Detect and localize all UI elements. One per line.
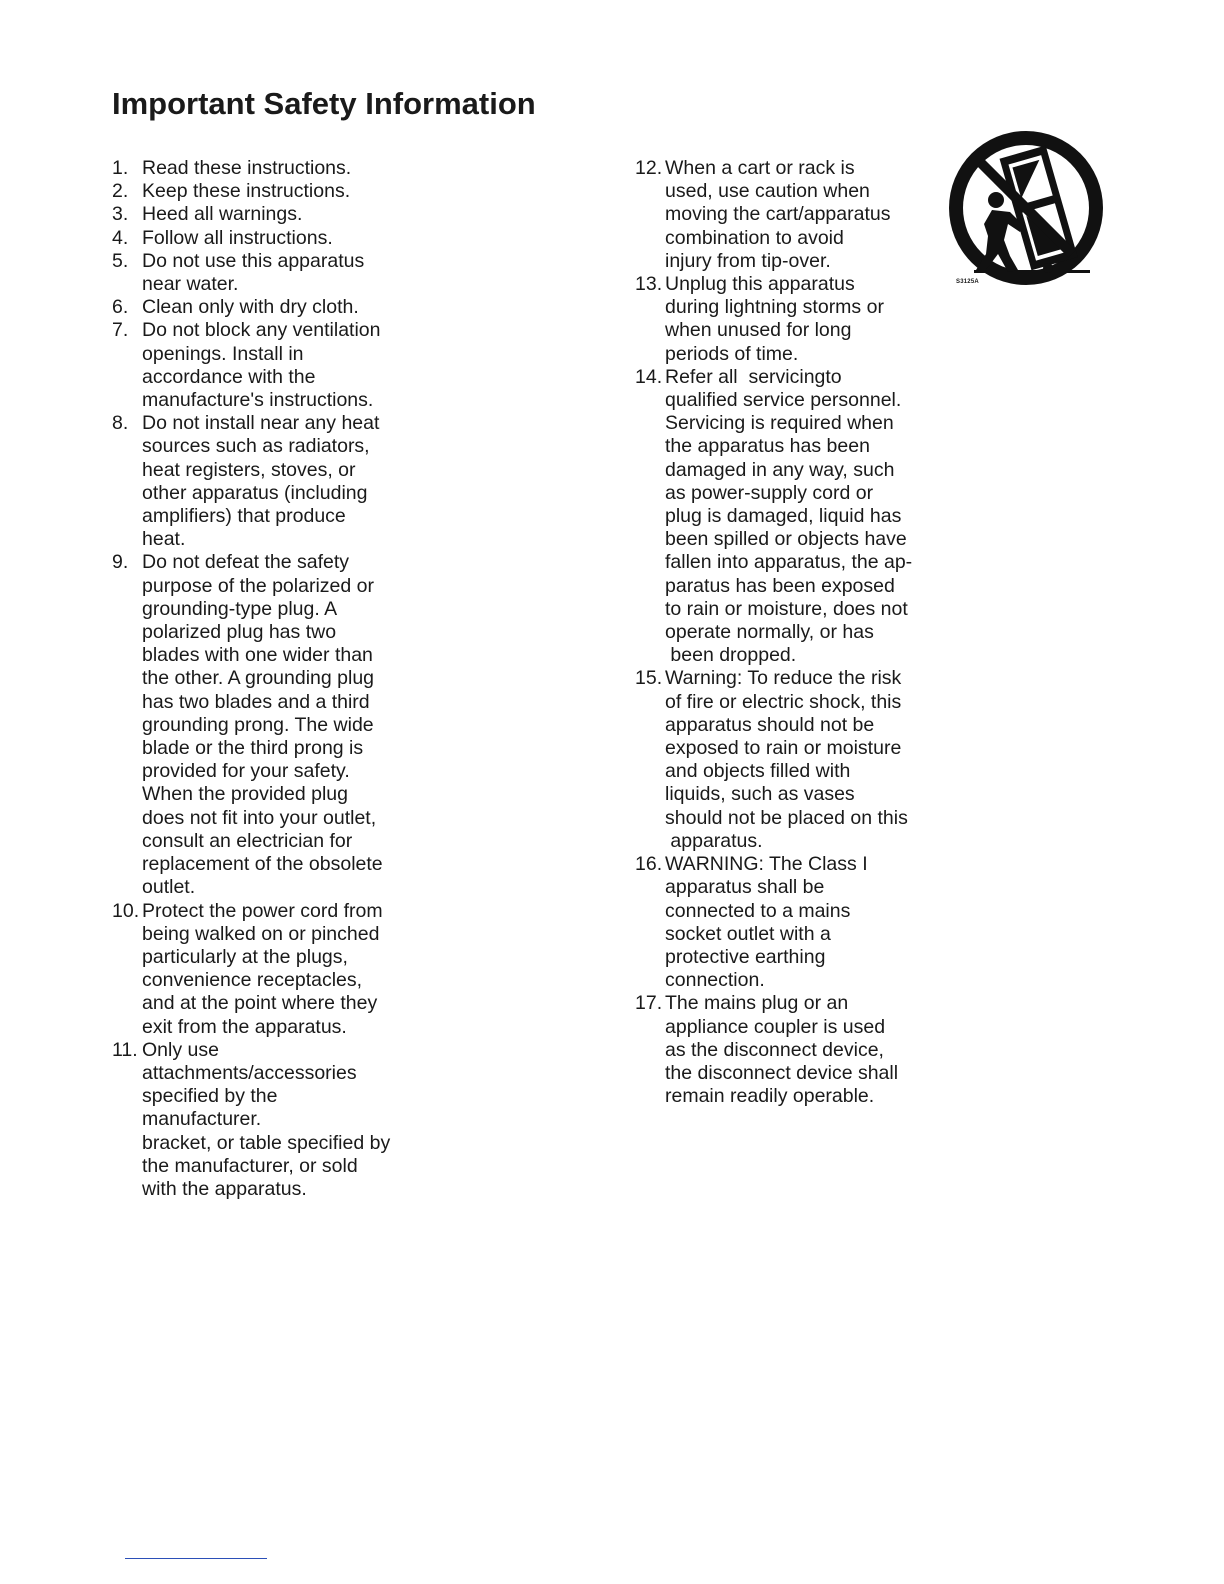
item-line: been dropped. bbox=[665, 644, 797, 667]
item-line: Do not block any ventilation bbox=[142, 319, 381, 342]
item-line: exposed to rain or moisture bbox=[665, 737, 902, 760]
list-item bbox=[112, 250, 432, 296]
item-line: paratus has been exposed bbox=[665, 574, 895, 597]
item-line: combination to avoid bbox=[665, 226, 844, 249]
item-number: 15. bbox=[635, 667, 663, 690]
item-line: connection. bbox=[665, 969, 765, 992]
list-item bbox=[112, 203, 432, 226]
item-text bbox=[142, 551, 432, 899]
item-line: bracket, or table specified by bbox=[142, 1131, 391, 1154]
item-line: blades with one wider than bbox=[142, 644, 373, 667]
left-column bbox=[112, 157, 432, 1201]
item-line: during lightning storms or bbox=[665, 296, 884, 319]
item-line: and objects filled with bbox=[665, 760, 851, 783]
item-line: Refer all servicingto bbox=[665, 365, 842, 388]
item-line: Do not use this apparatus bbox=[142, 249, 365, 272]
list-item bbox=[112, 319, 432, 412]
item-line: Follow all instructions. bbox=[142, 226, 333, 249]
list-item bbox=[635, 366, 945, 668]
item-line: blade or the third prong is bbox=[142, 737, 364, 760]
list-item bbox=[112, 551, 432, 899]
item-number: 1. bbox=[112, 157, 129, 179]
item-line: when unused for long bbox=[665, 319, 852, 342]
item-line: convenience receptacles, bbox=[142, 969, 363, 992]
item-number: 4. bbox=[112, 226, 129, 249]
item-line: used, use caution when bbox=[665, 180, 870, 203]
item-text bbox=[142, 157, 432, 180]
list-item bbox=[635, 667, 945, 853]
list-item bbox=[112, 227, 432, 250]
item-text bbox=[142, 1039, 432, 1201]
list-item bbox=[635, 853, 945, 992]
item-line: near water. bbox=[142, 273, 239, 296]
item-line: apparatus shall be bbox=[665, 876, 825, 899]
item-line: Only use bbox=[142, 1038, 219, 1061]
footer-rule bbox=[125, 1558, 267, 1559]
item-number: 3. bbox=[112, 203, 129, 226]
item-line: grounding prong. The wide bbox=[142, 713, 374, 736]
item-line: provided for your safety. bbox=[142, 760, 350, 783]
item-line: the apparatus has been bbox=[665, 435, 870, 458]
item-number: 12. bbox=[635, 157, 663, 179]
item-text bbox=[142, 203, 432, 226]
item-line: been spilled or objects have bbox=[665, 528, 907, 551]
item-number: 6. bbox=[112, 296, 129, 319]
item-line: injury from tip-over. bbox=[665, 249, 831, 272]
item-line: replacement of the obsolete bbox=[142, 853, 383, 876]
item-line: of fire or electric shock, this bbox=[665, 690, 902, 713]
item-line: openings. Install in bbox=[142, 342, 304, 365]
item-line: polarized plug has two bbox=[142, 621, 337, 644]
item-line: When the provided plug bbox=[142, 783, 348, 806]
item-line: protective earthing bbox=[665, 945, 826, 968]
item-line: the manufacturer, or sold bbox=[142, 1154, 358, 1177]
item-line: Unplug this apparatus bbox=[665, 273, 855, 296]
item-line: liquids, such as vases bbox=[665, 783, 855, 806]
item-line: WARNING: The Class I bbox=[665, 853, 868, 876]
item-text bbox=[142, 412, 432, 551]
item-line: periods of time. bbox=[665, 342, 799, 365]
item-line: When a cart or rack is bbox=[665, 157, 855, 179]
item-line: purpose of the polarized or bbox=[142, 574, 374, 597]
item-line: Clean only with dry cloth. bbox=[142, 296, 359, 319]
item-line: connected to a mains bbox=[665, 899, 851, 922]
item-line: Do not install near any heat bbox=[142, 412, 380, 435]
item-line: Heed all warnings. bbox=[142, 203, 303, 226]
item-line: plug is damaged, liquid has bbox=[665, 505, 902, 528]
item-line: outlet. bbox=[142, 876, 196, 899]
item-line: Keep these instructions. bbox=[142, 180, 351, 203]
item-line: apparatus. bbox=[665, 829, 763, 852]
item-line: attachments/accessories bbox=[142, 1061, 357, 1084]
item-line: fallen into apparatus, the ap- bbox=[665, 551, 913, 574]
item-line: exit from the apparatus. bbox=[142, 1015, 347, 1038]
item-line: apparatus should not be bbox=[665, 713, 875, 736]
item-line: amplifiers) that produce bbox=[142, 505, 346, 528]
item-line: as the disconnect device, bbox=[665, 1038, 884, 1061]
item-text bbox=[665, 667, 945, 853]
item-number: 11. bbox=[112, 1038, 138, 1061]
list-item bbox=[112, 1039, 432, 1201]
item-line: manufacturer. bbox=[142, 1108, 262, 1131]
item-line: to rain or moisture, does not bbox=[665, 597, 908, 620]
item-line: socket outlet with a bbox=[665, 922, 831, 945]
item-line: and at the point where they bbox=[142, 992, 378, 1015]
list-item bbox=[635, 273, 945, 366]
item-line: does not fit into your outlet, bbox=[142, 806, 377, 829]
item-number: 7. bbox=[112, 319, 129, 342]
item-text bbox=[142, 319, 432, 412]
item-line: with the apparatus. bbox=[142, 1177, 307, 1200]
item-line: has two blades and a third bbox=[142, 690, 370, 713]
item-line: particularly at the plugs, bbox=[142, 945, 348, 968]
item-number: 5. bbox=[112, 249, 129, 272]
item-line: sources such as radiators, bbox=[142, 435, 370, 458]
cart-tip-over-warning-icon bbox=[944, 128, 1104, 294]
item-line: accordance with the bbox=[142, 365, 316, 388]
page-title: Important Safety Information bbox=[112, 86, 536, 121]
item-line: being walked on or pinched bbox=[142, 922, 380, 945]
item-line: The mains plug or an bbox=[665, 992, 849, 1015]
item-text bbox=[665, 853, 945, 992]
item-line: Read these instructions. bbox=[142, 157, 352, 179]
list-item bbox=[112, 180, 432, 203]
item-text bbox=[142, 227, 432, 250]
item-line: as power-supply cord or bbox=[665, 481, 874, 504]
item-text bbox=[142, 180, 432, 203]
list-item bbox=[635, 992, 945, 1108]
item-line: Servicing is required when bbox=[665, 412, 894, 435]
item-text bbox=[142, 296, 432, 319]
item-number: 14. bbox=[635, 365, 663, 388]
item-text bbox=[665, 273, 945, 366]
item-line: manufacture's instructions. bbox=[142, 389, 374, 412]
list-item bbox=[112, 296, 432, 319]
item-line: specified by the bbox=[142, 1085, 278, 1108]
list-item bbox=[112, 157, 432, 180]
item-number: 8. bbox=[112, 412, 129, 435]
item-line: operate normally, or has bbox=[665, 621, 874, 644]
item-line: heat registers, stoves, or bbox=[142, 458, 356, 481]
item-line: the other. A grounding plug bbox=[142, 667, 375, 690]
item-number: 16. bbox=[635, 853, 663, 876]
item-number: 9. bbox=[112, 551, 129, 574]
item-line: qualified service personnel. bbox=[665, 389, 902, 412]
item-line: appliance coupler is used bbox=[665, 1015, 886, 1038]
item-text bbox=[142, 250, 432, 296]
list-item bbox=[112, 412, 432, 551]
item-line: the disconnect device shall bbox=[665, 1061, 899, 1084]
item-line: should not be placed on this bbox=[665, 806, 908, 829]
item-line: Warning: To reduce the risk bbox=[665, 667, 902, 690]
item-line: heat. bbox=[142, 528, 186, 551]
list-item bbox=[635, 157, 945, 273]
item-number: 13. bbox=[635, 273, 663, 296]
item-line: grounding-type plug. A bbox=[142, 597, 338, 620]
item-line: moving the cart/apparatus bbox=[665, 203, 891, 226]
item-text bbox=[665, 366, 945, 668]
list-item bbox=[112, 900, 432, 1039]
item-line: Protect the power cord from bbox=[142, 899, 383, 922]
item-number: 17. bbox=[635, 992, 663, 1015]
item-text bbox=[665, 992, 945, 1108]
symbol-code: S3125A bbox=[956, 279, 979, 285]
item-line: consult an electrician for bbox=[142, 829, 353, 852]
item-line: remain readily operable. bbox=[665, 1085, 875, 1108]
item-number: 10. bbox=[112, 899, 140, 922]
item-line: other apparatus (including bbox=[142, 481, 368, 504]
item-text bbox=[142, 900, 432, 1039]
right-column bbox=[635, 157, 945, 1108]
item-line: Do not defeat the safety bbox=[142, 551, 350, 574]
item-line: damaged in any way, such bbox=[665, 458, 895, 481]
item-text bbox=[665, 157, 945, 273]
item-number: 2. bbox=[112, 180, 129, 203]
